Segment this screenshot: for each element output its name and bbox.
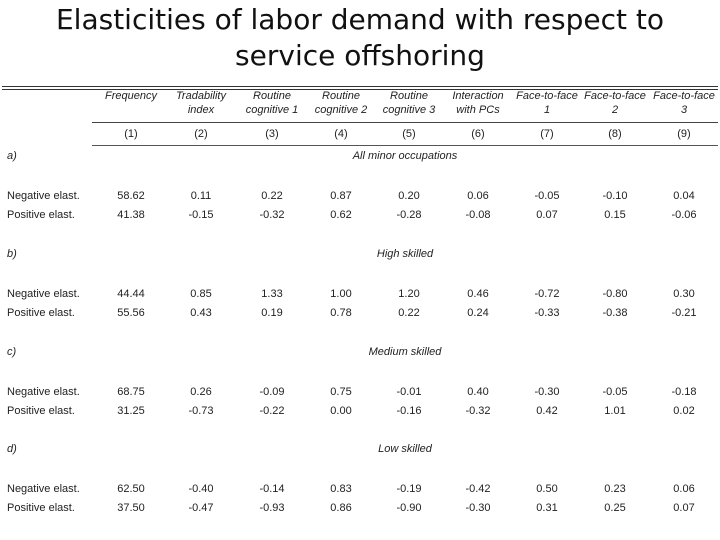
slide-title-line-1: Elasticities of labor demand with respect to xyxy=(55,3,664,36)
table-cell: 1.00 xyxy=(330,288,352,300)
table-cell: 0.25 xyxy=(604,502,626,514)
slide-title-line-2: service offshoring xyxy=(235,39,485,72)
table-cell: -0.93 xyxy=(259,502,285,514)
table-cell: 0.31 xyxy=(536,502,558,514)
table-cell: 0.86 xyxy=(330,502,352,514)
column-header-9 xyxy=(650,89,718,117)
section-letter: b) xyxy=(7,248,17,260)
table-cell: 0.46 xyxy=(467,288,489,300)
table-cell: -0.10 xyxy=(602,190,628,202)
table-cell: 58.62 xyxy=(117,190,145,202)
table-cell: 0.11 xyxy=(190,190,212,202)
table-cell: -0.15 xyxy=(188,209,214,221)
table-cell: 0.07 xyxy=(536,209,558,221)
row-label: Negative elast. xyxy=(7,288,80,300)
table-cell: 0.42 xyxy=(536,405,558,417)
row-label: Negative elast. xyxy=(7,386,80,398)
table-cell: -0.42 xyxy=(465,483,491,495)
table-cell: 0.26 xyxy=(190,386,212,398)
table-cell: 1.01 xyxy=(604,405,626,417)
table-cell: 0.20 xyxy=(398,190,420,202)
table-cell: 0.78 xyxy=(330,307,352,319)
table-cell: 0.43 xyxy=(190,307,212,319)
table-cell: -0.73 xyxy=(188,405,214,417)
table-cell: 31.25 xyxy=(117,405,145,417)
table-cell: -0.09 xyxy=(259,386,285,398)
table-cell: -0.01 xyxy=(396,386,422,398)
table-cell: -0.72 xyxy=(534,288,560,300)
column-header-1 xyxy=(97,89,165,103)
column-header-line-2: 1 xyxy=(543,104,551,116)
column-header-line-1: Tradability xyxy=(176,90,226,102)
table-cell: 1.20 xyxy=(398,288,420,300)
table-cell: -0.05 xyxy=(602,386,628,398)
row-label: Positive elast. xyxy=(7,405,75,417)
column-header-2 xyxy=(167,89,235,117)
column-header-5 xyxy=(375,89,443,117)
column-number-3: (3) xyxy=(265,128,279,140)
table-cell: 0.02 xyxy=(673,405,695,417)
column-header-line-1: Face-to-face xyxy=(653,90,715,102)
table-cell: 0.40 xyxy=(467,386,489,398)
table-cell: 37.50 xyxy=(117,502,145,514)
column-header-line-1: Routine xyxy=(322,90,360,102)
column-header-line-1: Routine xyxy=(390,90,428,102)
table-cell: -0.22 xyxy=(259,405,285,417)
row-label: Negative elast. xyxy=(7,190,80,202)
table-cell: -0.40 xyxy=(188,483,214,495)
column-number-7: (7) xyxy=(540,128,554,140)
column-number-6: (6) xyxy=(471,128,485,140)
table-cell: 0.22 xyxy=(398,307,420,319)
column-header-line-2: index xyxy=(187,104,215,116)
section-letter: d) xyxy=(7,443,17,455)
section-title: Medium skilled xyxy=(368,346,442,358)
table-cell: 0.75 xyxy=(330,386,352,398)
table-cell: 0.24 xyxy=(467,307,489,319)
table-cell: 55.56 xyxy=(117,307,145,319)
section-title: High skilled xyxy=(376,248,434,260)
table-cell: 0.06 xyxy=(673,483,695,495)
table-cell: 0.22 xyxy=(261,190,283,202)
table-cell: 0.83 xyxy=(330,483,352,495)
table-cell: -0.80 xyxy=(602,288,628,300)
column-number-2: (2) xyxy=(194,128,208,140)
table-top-rule xyxy=(2,86,718,87)
table-cell: -0.14 xyxy=(259,483,285,495)
header-rule xyxy=(92,122,718,123)
column-header-4 xyxy=(307,89,375,117)
table-cell: -0.38 xyxy=(602,307,628,319)
column-number-4: (4) xyxy=(334,128,348,140)
table-cell: 0.50 xyxy=(536,483,558,495)
table-cell: 0.00 xyxy=(330,405,352,417)
table-cell: 44.44 xyxy=(117,288,145,300)
table-cell: 0.15 xyxy=(604,209,626,221)
table-cell: -0.30 xyxy=(534,386,560,398)
column-header-line-2: 2 xyxy=(611,104,619,116)
column-header-line-1: Interaction xyxy=(452,90,504,102)
column-header-3 xyxy=(238,89,306,117)
table-cell: -0.16 xyxy=(396,405,422,417)
column-header-8 xyxy=(581,89,649,117)
row-label: Positive elast. xyxy=(7,502,75,514)
row-label: Negative elast. xyxy=(7,483,80,495)
table-cell: 0.06 xyxy=(467,190,489,202)
column-header-7 xyxy=(513,89,581,117)
table-cell: -0.90 xyxy=(396,502,422,514)
section-letter: c) xyxy=(7,346,17,358)
column-header-line-2: 3 xyxy=(680,104,688,116)
column-number-9: (9) xyxy=(677,128,691,140)
column-header-line-1: Frequency xyxy=(105,90,157,102)
column-number-rule xyxy=(92,145,718,146)
table-cell: -0.32 xyxy=(465,405,491,417)
table-cell: 0.62 xyxy=(330,209,352,221)
table-cell: -0.06 xyxy=(671,209,697,221)
table-cell: -0.18 xyxy=(671,386,697,398)
column-header-line-1: Face-to-face xyxy=(584,90,646,102)
column-header-line-1: Face-to-face xyxy=(516,90,578,102)
table-cell: 0.85 xyxy=(190,288,212,300)
table-cell: 0.23 xyxy=(604,483,626,495)
table-cell: -0.47 xyxy=(188,502,214,514)
table-cell: -0.19 xyxy=(396,483,422,495)
table-cell: -0.28 xyxy=(396,209,422,221)
column-header-line-2: cognitive 2 xyxy=(314,104,368,116)
column-number-5: (5) xyxy=(402,128,416,140)
column-header-line-1: Routine xyxy=(253,90,291,102)
table-cell: -0.08 xyxy=(465,209,491,221)
column-number-1: (1) xyxy=(124,128,138,140)
table-cell: 1.33 xyxy=(261,288,283,300)
section-letter: a) xyxy=(7,150,17,162)
table-cell: 0.87 xyxy=(330,190,352,202)
table-cell: -0.33 xyxy=(534,307,560,319)
table-cell: 0.04 xyxy=(673,190,695,202)
row-label: Positive elast. xyxy=(7,209,75,221)
table-cell: 41.38 xyxy=(117,209,145,221)
table-cell: 62.50 xyxy=(117,483,145,495)
row-label: Positive elast. xyxy=(7,307,75,319)
section-title: All minor occupations xyxy=(352,150,458,162)
table-cell: -0.21 xyxy=(671,307,697,319)
table-cell: -0.32 xyxy=(259,209,285,221)
table-cell: -0.30 xyxy=(465,502,491,514)
section-title: Low skilled xyxy=(378,443,432,455)
table-cell: 0.19 xyxy=(261,307,283,319)
column-header-line-2: with PCs xyxy=(456,104,500,116)
column-header-6 xyxy=(444,89,512,117)
table-cell: -0.05 xyxy=(534,190,560,202)
column-header-line-2: cognitive 1 xyxy=(245,104,299,116)
table-cell: 0.07 xyxy=(673,502,695,514)
table-cell: 68.75 xyxy=(117,386,145,398)
column-number-8: (8) xyxy=(608,128,622,140)
slide-title xyxy=(0,2,720,74)
table-cell: 0.30 xyxy=(673,288,695,300)
column-header-line-2: cognitive 3 xyxy=(382,104,436,116)
